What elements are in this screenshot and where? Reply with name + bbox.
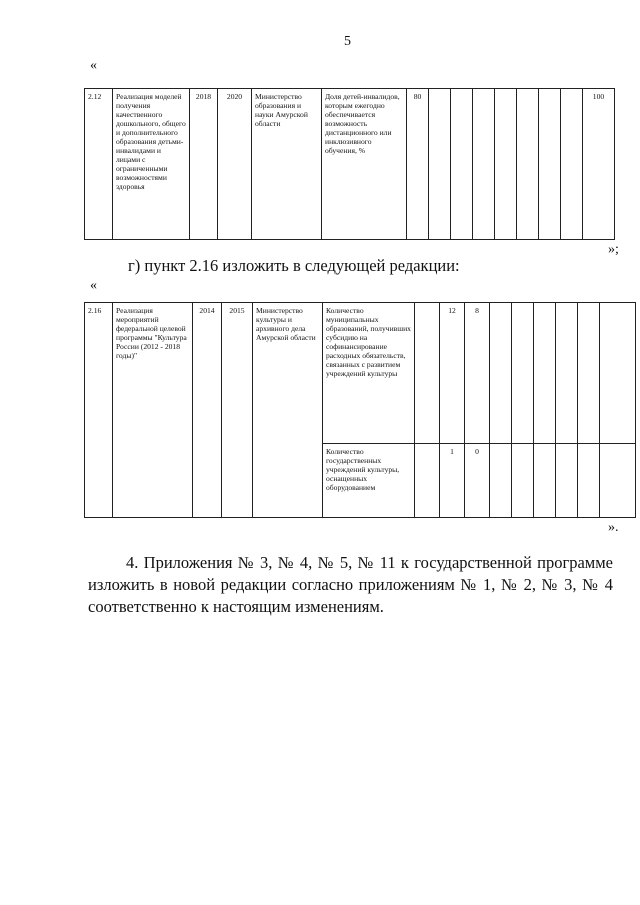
empty-cell — [473, 89, 495, 240]
empty-cell — [600, 303, 636, 444]
empty-cell — [490, 443, 512, 517]
empty-cell — [451, 89, 473, 240]
start-year: 2018 — [190, 89, 218, 240]
empty-cell — [578, 303, 600, 444]
table-row — [85, 89, 615, 240]
empty-cell — [561, 89, 583, 240]
table-item-2-12 — [84, 88, 615, 240]
value-1: 12 — [440, 303, 465, 444]
empty-cell — [534, 443, 556, 517]
executor: Министерство культуры и архивного дела Амурской области — [253, 303, 323, 518]
base-value: 80 — [407, 89, 429, 240]
indicator: Доля детей-инвалидов, которым ежегодно обеспечивается возможность дистанционного или инклюзивного обучения, % — [322, 89, 407, 240]
end-year: 2015 — [222, 303, 253, 518]
table-row — [85, 303, 636, 444]
empty-cell — [534, 303, 556, 444]
open-quote: « — [90, 278, 97, 293]
page-number: 5 — [344, 34, 351, 49]
empty-cell — [495, 89, 517, 240]
empty-cell — [539, 89, 561, 240]
empty-cell — [578, 443, 600, 517]
empty-cell — [556, 443, 578, 517]
measure-name: Реализация мероприятий федеральной целевой программы "Культура России (2012 - 2018 годы)" — [113, 303, 193, 518]
empty-cell — [429, 89, 451, 240]
measure-name: Реализация моделей получения качественного дошкольного, общего и дополнительного образования детьми-инвалидами и лицами с ограниченными возможностями здоровья — [113, 89, 190, 240]
empty-cell — [490, 303, 512, 444]
end-year: 2020 — [218, 89, 252, 240]
empty-cell — [517, 89, 539, 240]
value-1: 1 — [440, 443, 465, 517]
executor: Министерство образования и науки Амурской области — [252, 89, 322, 240]
empty-cell — [556, 303, 578, 444]
value-2: 8 — [465, 303, 490, 444]
close-quote: »; — [608, 242, 619, 257]
row-number: 2.16 — [85, 303, 113, 518]
indicator: Количество муниципальных образований, получивших субсидию на софинансирование расходных обязательств, связанных с развитием учреждений культуры — [323, 303, 415, 444]
empty-cell — [415, 443, 440, 517]
value-2: 0 — [465, 443, 490, 517]
start-year: 2014 — [193, 303, 222, 518]
empty-cell — [512, 443, 534, 517]
final-value: 100 — [583, 89, 615, 240]
empty-cell — [600, 443, 636, 517]
open-quote: « — [90, 58, 97, 73]
empty-cell — [512, 303, 534, 444]
section-heading: г) пункт 2.16 изложить в следующей редакции: — [128, 256, 460, 275]
empty-cell — [415, 303, 440, 444]
close-quote: ». — [608, 520, 619, 535]
table-item-2-16 — [84, 302, 636, 518]
paragraph-4: 4. Приложения № 3, № 4, № 5, № 11 к государственной программе изложить в новой редакции согласно приложениям № 1, № 2, № 3, № 4 соответственно к настоящим изменениям. — [88, 553, 613, 616]
row-number: 2.12 — [85, 89, 113, 240]
indicator: Количество государственных учреждений культуры, оснащенных оборудованием — [323, 443, 415, 517]
